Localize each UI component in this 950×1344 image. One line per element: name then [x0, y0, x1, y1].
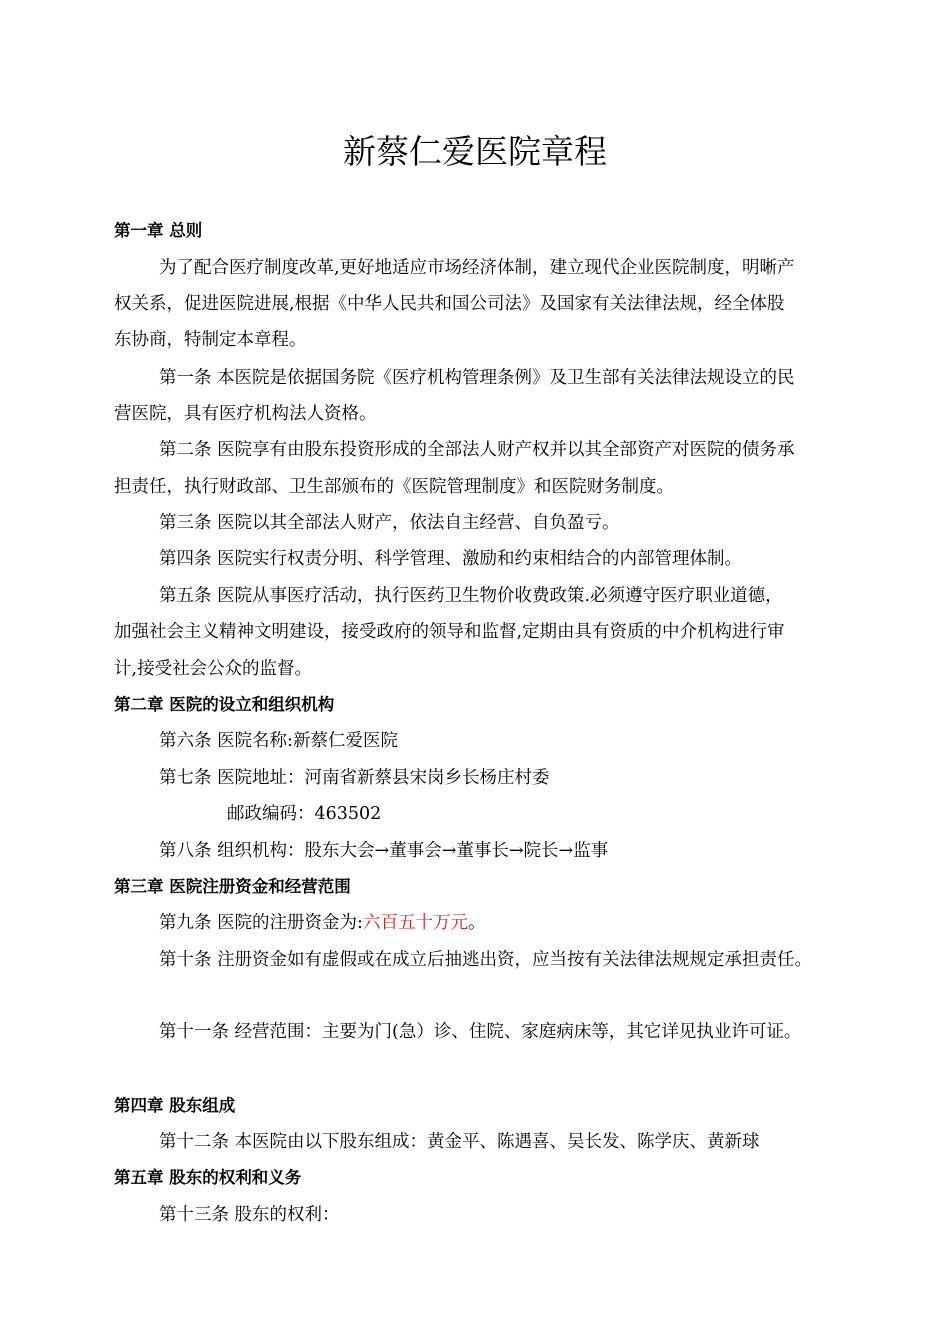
article-9-suffix: 。 [467, 913, 486, 933]
article-5-line-1: 第五条 医院从事医疗活动，执行医药卫生物价收费政策.必须遵守医疗职业道德， [159, 586, 783, 606]
chapter-2-heading: 第二章 医院的设立和组织机构 [114, 695, 335, 714]
article-3: 第三条 医院以其全部法人财产，依法自主经营、自负盈亏。 [159, 513, 620, 533]
article-11: 第十一条 经营范围：主要为门(急）诊、住院、家庭病床等，其它详见执业许可证。 [159, 1022, 802, 1042]
intro-line-1: 为了配合医疗制度改革,更好地适应市场经济体制，建立现代企业医院制度，明晰产 [159, 258, 795, 278]
article-6: 第六条 医院名称:新蔡仁爱医院 [159, 731, 398, 751]
article-1-line-1: 第一条 本医院是依据国务院《医疗机构管理条例》及卫生部有关法律法规设立的民 [159, 368, 795, 388]
article-2-line-1: 第二条 医院享有由股东投资形成的全部法人财产权并以其全部资产对医院的债务承 [159, 440, 795, 460]
article-9-prefix: 第九条 医院的注册资金为: [159, 913, 363, 933]
article-13: 第十三条 股东的权利： [159, 1205, 340, 1225]
article-8: 第八条 组织机构：股东大会→董事会→董事长→院长→监事 [159, 841, 609, 861]
intro-line-2: 权关系，促进医院进展,根据《中华人民共和国公司法》及国家有关法律法规，经全体股 [114, 294, 785, 314]
registered-capital-amount: 六百五十万元 [362, 913, 468, 933]
document-title: 新蔡仁爱医院章程 [343, 132, 607, 171]
article-7: 第七条 医院地址：河南省新蔡县宋岗乡长杨庄村委 [159, 768, 550, 788]
intro-line-3: 东协商，特制定本章程。 [114, 330, 307, 350]
chapter-3-heading: 第三章 医院注册资金和经营范围 [114, 877, 351, 896]
article-1-line-2: 营医院，具有医疗机构法人资格。 [114, 404, 377, 424]
article-12: 第十二条 本医院由以下股东组成：黄金平、陈遇喜、吴长发、陈学庆、黄新球 [159, 1132, 760, 1152]
postcode: 邮政编码：463502 [227, 804, 382, 824]
chapter-5-heading: 第五章 股东的权利和义务 [114, 1168, 302, 1187]
chapter-1-heading: 第一章 总则 [114, 221, 203, 240]
article-9 [159, 910, 485, 936]
article-10: 第十条 注册资金如有虚假或在成立后抽逃出资，应当按有关法律法规规定承担责任。 [159, 950, 813, 970]
chapter-4-heading: 第四章 股东组成 [114, 1096, 236, 1115]
article-4: 第四条 医院实行权责分明、科学管理、激励和约束相结合的内部管理体制。 [159, 549, 743, 569]
article-2-line-2: 担责任，执行财政部、卫生部颁布的《医院管理制度》和医院财务制度。 [114, 477, 674, 497]
article-5-line-3: 计,接受社会公众的监督。 [114, 659, 313, 679]
article-5-line-2: 加强社会主义精神文明建设，接受政府的领导和监督,定期由具有资质的中介机构进行审 [114, 622, 785, 642]
